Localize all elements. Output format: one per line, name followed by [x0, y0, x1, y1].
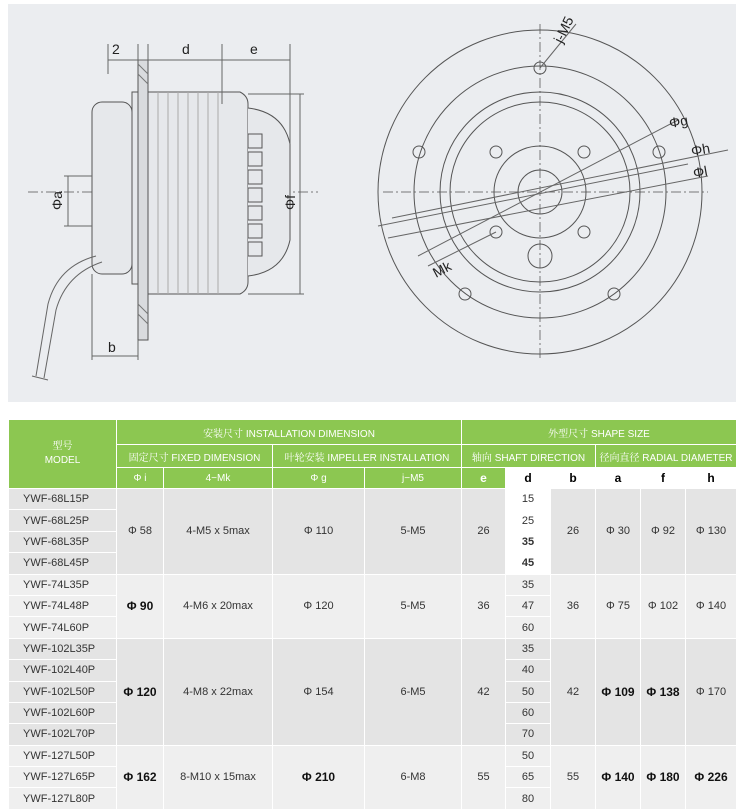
radial-header: 径向直径 RADIAL DIAMETER — [596, 445, 737, 468]
table-row — [9, 745, 737, 766]
col-jm5: j−M5 — [365, 468, 462, 489]
jm5-cell: 5-M5 — [365, 574, 462, 638]
dim-b-label: b — [108, 339, 116, 355]
d-cell: 47 — [506, 595, 551, 616]
model-cell: YWF-102L35P — [9, 638, 117, 659]
h-cell: Φ 130 — [686, 489, 737, 575]
dim-mk-label: Mk — [429, 257, 454, 281]
col-4mk: 4−Mk — [164, 468, 273, 489]
mk-cell: 4-M6 x 20max — [164, 574, 273, 638]
b-cell: 42 — [551, 638, 596, 745]
model-header — [9, 420, 117, 489]
d-cell: 40 — [506, 660, 551, 681]
f-cell: Φ 102 — [641, 574, 686, 638]
a-cell: Φ 30 — [596, 489, 641, 575]
dim-phi-l-label: Φl — [691, 162, 709, 181]
mk-cell: 8-M10 x 15max — [164, 745, 273, 809]
spec-table — [8, 419, 737, 810]
mk-cell: 4-M5 x 5max — [164, 489, 273, 575]
f-cell: Φ 138 — [641, 638, 686, 745]
dim-phi-f-label: Φf — [282, 194, 298, 210]
d-cell: 50 — [506, 681, 551, 702]
e-cell: 36 — [462, 574, 506, 638]
e-cell: 26 — [462, 489, 506, 575]
model-cell: YWF-68L35P — [9, 531, 117, 552]
dim-d-label: d — [182, 41, 190, 57]
model-cell: YWF-74L60P — [9, 617, 117, 638]
model-cell: YWF-127L65P — [9, 767, 117, 788]
dim-j-m5-label: j-M5 — [550, 13, 577, 46]
jm5-cell: 6-M8 — [365, 745, 462, 809]
d-cell: 80 — [506, 788, 551, 809]
motor-drawing — [8, 4, 736, 402]
col-phi-g: Φ g — [273, 468, 365, 489]
d-cell: 65 — [506, 767, 551, 788]
e-cell: 42 — [462, 638, 506, 745]
dim-phi-a-label: Φa — [49, 191, 65, 210]
model-cell: YWF-68L25P — [9, 510, 117, 531]
col-d: d — [506, 468, 551, 489]
phi-g-cell: Φ 210 — [273, 745, 365, 809]
dim-phi-g-label: Φg — [667, 111, 690, 131]
phi-i-cell: Φ 162 — [117, 745, 164, 809]
shaft-header: 轴向 SHAFT DIRECTION — [462, 445, 596, 468]
model-cell: YWF-68L15P — [9, 489, 117, 510]
jm5-cell: 5-M5 — [365, 489, 462, 575]
phi-i-cell: Φ 58 — [117, 489, 164, 575]
a-cell: Φ 109 — [596, 638, 641, 745]
table-row — [9, 489, 737, 510]
f-cell: Φ 92 — [641, 489, 686, 575]
model-cell: YWF-74L48P — [9, 595, 117, 616]
b-cell: 36 — [551, 574, 596, 638]
d-cell: 70 — [506, 724, 551, 745]
jm5-cell: 6-M5 — [365, 638, 462, 745]
table-row — [9, 574, 737, 595]
model-cell: YWF-74L35P — [9, 574, 117, 595]
front-view — [378, 24, 728, 359]
shape-header: 外型尺寸 SHAPE SIZE — [462, 420, 737, 445]
dim-e-label: e — [250, 41, 258, 57]
phi-i-cell: Φ 90 — [117, 574, 164, 638]
col-a: a — [596, 468, 641, 489]
b-cell: 26 — [551, 489, 596, 575]
d-cell: 35 — [506, 574, 551, 595]
col-h: h — [686, 468, 737, 489]
d-cell: 45 — [506, 553, 551, 574]
h-cell: Φ 226 — [686, 745, 737, 809]
model-cell: YWF-127L80P — [9, 788, 117, 809]
dim-2-label: 2 — [112, 41, 120, 57]
col-phi-i: Φ i — [117, 468, 164, 489]
h-cell: Φ 140 — [686, 574, 737, 638]
model-cell: YWF-102L40P — [9, 660, 117, 681]
a-cell: Φ 75 — [596, 574, 641, 638]
model-cell: YWF-102L50P — [9, 681, 117, 702]
side-view — [28, 44, 318, 380]
col-f: f — [641, 468, 686, 489]
phi-g-cell: Φ 110 — [273, 489, 365, 575]
d-cell: 25 — [506, 510, 551, 531]
model-cell: YWF-102L70P — [9, 724, 117, 745]
model-cell: YWF-127L50P — [9, 745, 117, 766]
phi-g-cell: Φ 154 — [273, 638, 365, 745]
col-e: e — [462, 468, 506, 489]
model-cell: YWF-68L45P — [9, 553, 117, 574]
d-cell: 35 — [506, 531, 551, 552]
mk-cell: 4-M8 x 22max — [164, 638, 273, 745]
d-cell: 60 — [506, 617, 551, 638]
phi-g-cell: Φ 120 — [273, 574, 365, 638]
fixed-header: 固定尺寸 FIXED DIMENSION — [117, 445, 273, 468]
col-b: b — [551, 468, 596, 489]
a-cell: Φ 140 — [596, 745, 641, 809]
model-header-en: MODEL — [44, 455, 81, 466]
d-cell: 35 — [506, 638, 551, 659]
e-cell: 55 — [462, 745, 506, 809]
d-cell: 15 — [506, 489, 551, 510]
b-cell: 55 — [551, 745, 596, 809]
impeller-header: 叶轮安装 IMPELLER INSTALLATION — [273, 445, 462, 468]
model-header-cn: 型号 — [52, 441, 73, 452]
model-cell: YWF-102L60P — [9, 702, 117, 723]
d-cell: 60 — [506, 702, 551, 723]
dim-phi-h-label: Φh — [689, 139, 712, 159]
table-row — [9, 638, 737, 659]
h-cell: Φ 170 — [686, 638, 737, 745]
d-cell: 50 — [506, 745, 551, 766]
phi-i-cell: Φ 120 — [117, 638, 164, 745]
installation-header: 安装尺寸 INSTALLATION DIMENSION — [117, 420, 462, 445]
f-cell: Φ 180 — [641, 745, 686, 809]
